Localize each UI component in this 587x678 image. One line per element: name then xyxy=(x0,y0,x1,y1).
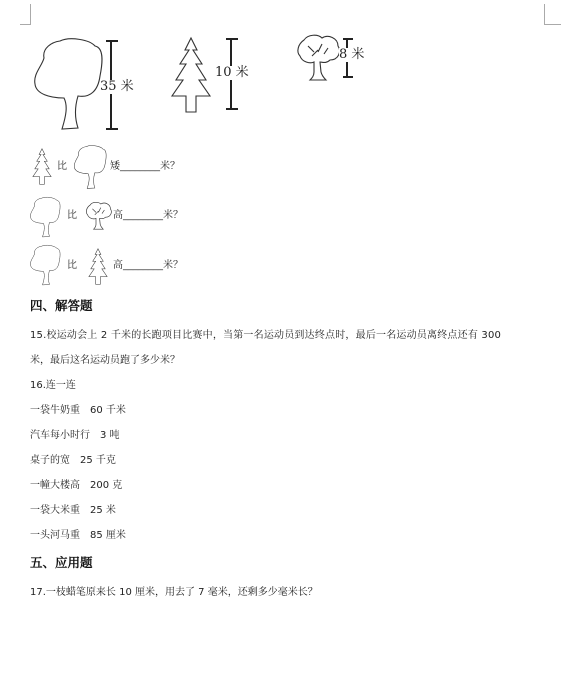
q16-item-6: 一头河马重 85 厘米 xyxy=(30,530,126,541)
question-17: 17.一枝蜡笔原来长 10 厘米，用去了 7 毫米，还剩多少毫米长？ xyxy=(30,587,318,598)
compare-row-3-word1: 比 xyxy=(67,260,77,271)
bushy-tree-small-icon xyxy=(84,200,114,232)
compare-row-1-question: 矮________米？ xyxy=(110,161,180,172)
question-15-line-2: 米，最后这名运动员跑了多少米？ xyxy=(30,355,180,366)
question-15-line-1: 15.校运动会上 2 千米的长跑项目比赛中，当第一名运动员到达终点时，最后一名运动员离终点还有 300 xyxy=(30,330,502,341)
big-tree-small-icon xyxy=(28,244,64,288)
compare-row-1-word1: 比 xyxy=(57,161,67,172)
q16-item-4: 一幢大楼高 200 克 xyxy=(30,480,123,491)
pine-tree-small-icon xyxy=(86,246,110,288)
tree-height-figure xyxy=(0,0,587,140)
compare-row-2-word1: 比 xyxy=(67,210,77,221)
pine-tree-icon xyxy=(166,36,216,116)
big-tree-icon xyxy=(30,36,110,136)
section-5-heading: 五、应用题 xyxy=(30,555,93,570)
big-tree-small-icon xyxy=(72,144,110,192)
q16-item-1: 一袋牛奶重 60 千米 xyxy=(30,405,126,416)
pine-tree-small-icon xyxy=(30,146,54,188)
q16-item-5: 一袋大米重 25 米 xyxy=(30,505,116,516)
bushy-tree-icon xyxy=(294,32,344,84)
pine-tree-height-label: 10 米 xyxy=(215,65,249,80)
question-16-title: 16.连一连 xyxy=(30,380,76,391)
compare-row-3-question: 高________米？ xyxy=(113,260,183,271)
big-tree-small-icon xyxy=(28,196,64,240)
q16-item-2: 汽车每小时行 3 吨 xyxy=(30,430,120,441)
compare-row-2-question: 高________米？ xyxy=(113,210,183,221)
big-tree-height-label: 35 米 xyxy=(100,79,134,94)
bushy-tree-height-label: 8 米 xyxy=(339,47,365,62)
section-4-heading: 四、解答题 xyxy=(30,298,93,313)
q16-item-3: 桌子的宽 25 千克 xyxy=(30,455,116,466)
